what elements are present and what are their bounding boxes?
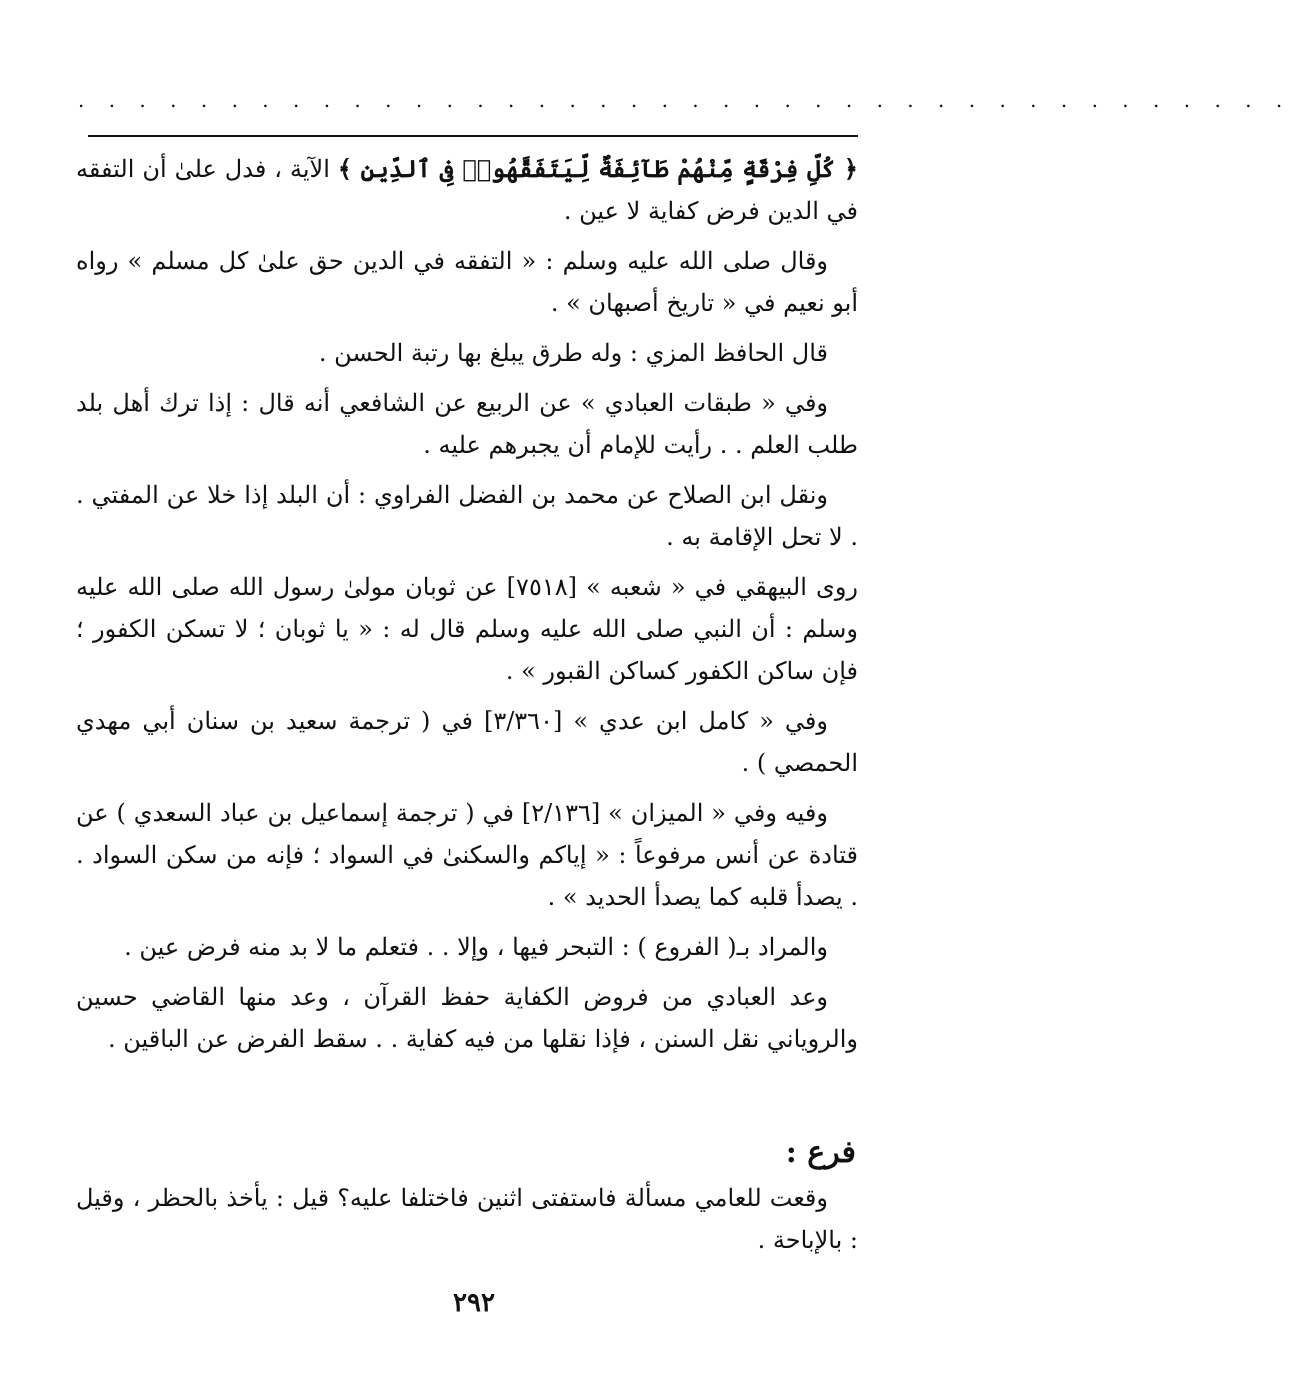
paragraph-bayhaqi: روى البيهقي في « شعبه » [٧٥١٨] عن ثوبان مولىٰ رسول الله صلى الله عليه وسلم : أن النبي صلى الله عليه وسلم قال له : « يا ثوبان ؛ لا تسكن الكفور ؛ فإن ساكن الكفور كساكن القبور » . bbox=[76, 573, 858, 685]
paragraph-kamil-ibn-adi: وفي « كامل ابن عدي » [٣/٣٦٠] في ( ترجمة سعيد بن سنان أبي مهدي الحمصي ) . bbox=[76, 707, 858, 777]
paragraph-mizzi: قال الحافظ المزي : وله طرق يبلغ بها رتبة الحسن . bbox=[318, 339, 828, 367]
paragraph-furu: والمراد بـ( الفروع ) : التبحر فيها ، وإلا . . فتعلم ما لا بد منه فرض عين . bbox=[124, 933, 828, 961]
paragraph-quran-verse bbox=[76, 148, 858, 232]
header-rule bbox=[88, 135, 858, 137]
header-dot-leader: . . . . . . . . . . . . . . . . . . . . . . . . . . . . . . . . . . . . . . . . bbox=[78, 88, 1291, 112]
quran-verse: ﴿ كُلِّ فِرْقَةٍ مِّنْهُمْ طَآئِفَةٌ لِّيَتَفَقَّهُوا۟ فِى ٱلدِّينِ ﴾ bbox=[337, 154, 858, 183]
paragraph-text: الآية ، فدل علىٰ أن التفقه في الدين فرض كفاية لا عين . bbox=[76, 155, 858, 225]
paragraph-hadith-tafaqquh: وقال صلى الله عليه وسلم : « التفقه في الدين حق علىٰ كل مسلم » رواه أبو نعيم في « تاريخ أصبهان » . bbox=[76, 247, 858, 317]
paragraph-mizan: وفيه وفي « الميزان » [٢/١٣٦] في ( ترجمة إسماعيل بن عباد السعدي ) عن قتادة عن أنس مرفوعاً : « إياكم والسكنىٰ في السواد ؛ فإنه من سكن السواد . . يصدأ قلبه كما يصدأ الحديد » . bbox=[76, 799, 858, 911]
paragraph-tabaqat-abbadi: وفي « طبقات العبادي » عن الربيع عن الشافعي أنه قال : إذا ترك أهل بلد طلب العلم . . رأيت للإمام أن يجبرهم عليه . bbox=[76, 389, 858, 459]
page-number: ٢٩٢ bbox=[453, 1288, 495, 1318]
section-heading-far: فرع : bbox=[785, 1135, 856, 1170]
main-text bbox=[76, 148, 858, 1068]
paragraph-far: وقعت للعامي مسألة فاستفتى اثنين فاختلفا عليه؟ قيل : يأخذ بالحظر ، وقيل : بالإباحة . bbox=[76, 1184, 858, 1254]
paragraph-ibn-salah: ونقل ابن الصلاح عن محمد بن الفضل الفراوي : أن البلد إذا خلا عن المفتي . . لا تحل الإقامة به . bbox=[76, 481, 858, 551]
paragraph-abbadi-kifaya: وعد العبادي من فروض الكفاية حفظ القرآن ، وعد منها القاضي حسين والروياني نقل السنن ، فإذا نقلها من فيه كفاية . . سقط الفرض عن الباقين . bbox=[76, 983, 858, 1053]
far-text bbox=[76, 1177, 858, 1269]
